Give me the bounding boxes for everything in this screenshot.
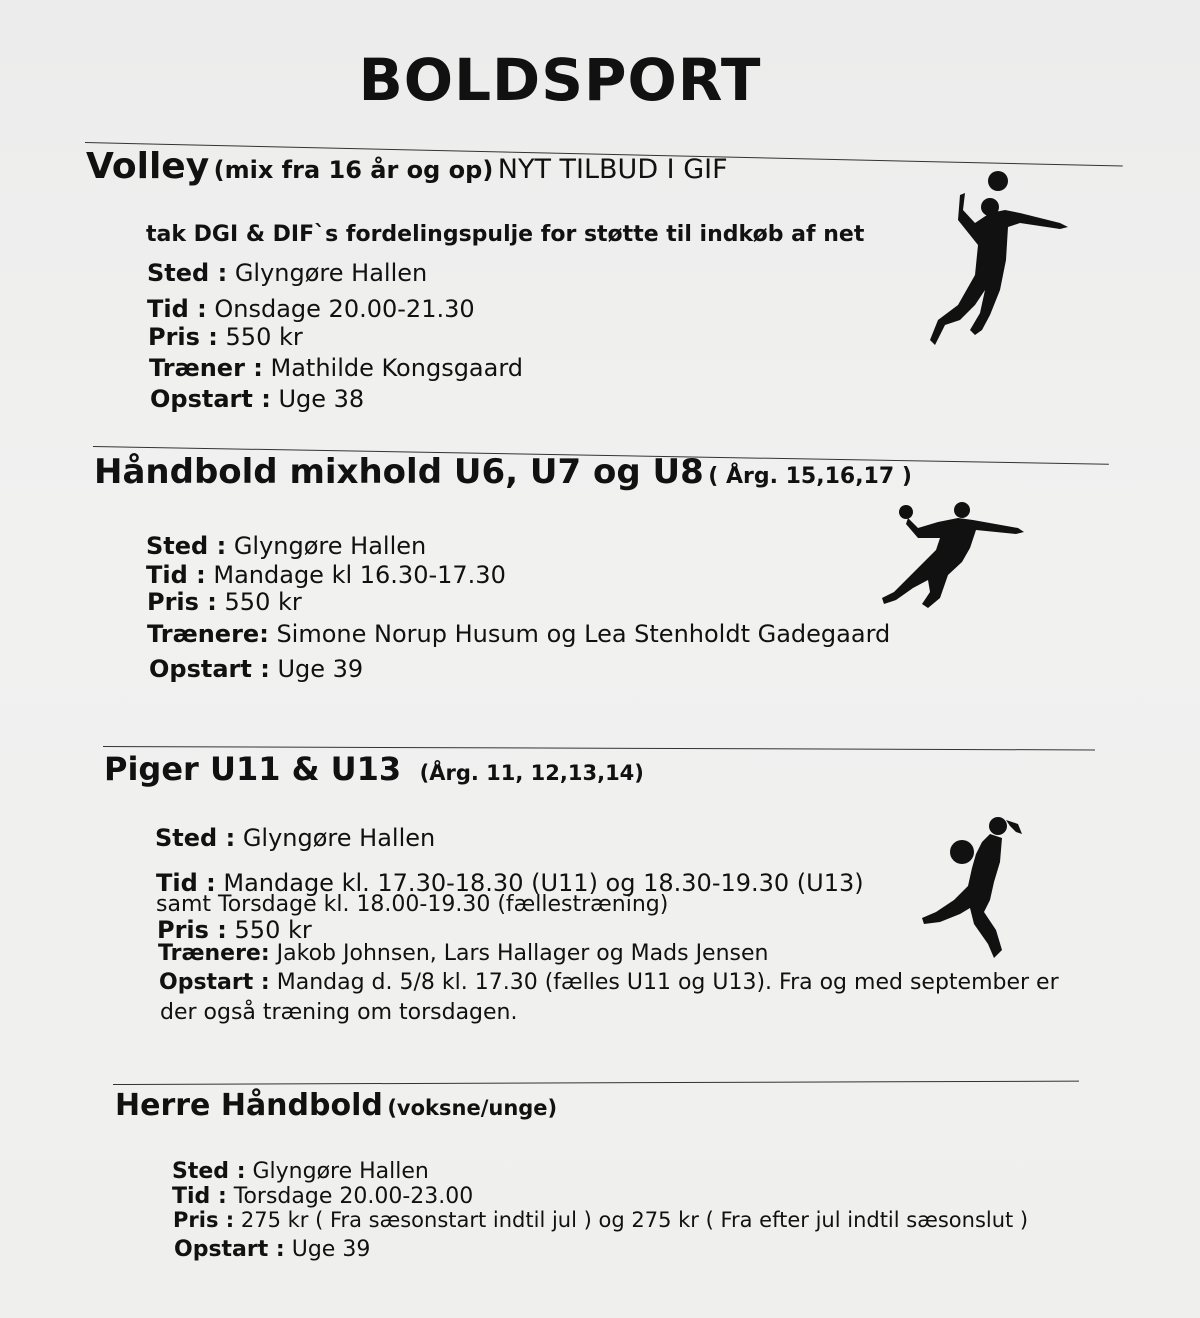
section-subtitle: (Årg. 11, 12,13,14) <box>419 761 644 785</box>
sted-value: Glyngøre Hallen <box>252 1159 429 1184</box>
section-extra: NYT TILBUD I GIF <box>497 154 728 185</box>
tid-value: Onsdage 20.00-21.30 <box>214 295 475 323</box>
section-note: tak DGI & DIF`s fordelingspulje for støtte til indkøb af net <box>146 222 865 247</box>
pris-label: Pris : <box>147 588 217 616</box>
opstart-row-continued <box>160 1000 518 1025</box>
section-title-volley <box>86 146 728 187</box>
page-title: BOLDSPORT <box>358 46 762 114</box>
tid-value-2: samt Torsdage kl. 18.00-19.30 (fællestræning) <box>156 892 669 917</box>
opstart-value-2: der også træning om torsdagen. <box>160 1000 518 1025</box>
tid-label: Tid : <box>147 295 207 323</box>
tid-value: Mandage kl 16.30-17.30 <box>213 561 506 589</box>
traener-label: Trænere: <box>147 620 269 648</box>
pris-row <box>147 588 302 616</box>
section-title-handbold-mixhold <box>94 452 912 492</box>
section-subtitle: ( Årg. 15,16,17 ) <box>708 464 912 489</box>
pris-value: 275 kr ( Fra sæsonstart indtil jul ) og 275 kr ( Fra efter jul indtil sæsonslut ) <box>240 1208 1029 1232</box>
pris-row <box>148 323 303 351</box>
traener-row <box>149 354 523 382</box>
section-divider <box>113 1081 1079 1085</box>
sted-row <box>146 532 426 560</box>
opstart-row <box>149 655 363 683</box>
opstart-label: Opstart : <box>150 385 271 413</box>
traener-label: Trænere: <box>158 941 270 966</box>
handball-player-icon <box>878 500 1028 612</box>
section-subtitle: (voksne/unge) <box>387 1096 558 1120</box>
tid-row <box>146 561 506 589</box>
sted-value: Glyngøre Hallen <box>233 532 427 560</box>
section-title-piger <box>104 750 644 788</box>
sted-row <box>155 824 435 852</box>
section-title-herre-handbold <box>115 1088 557 1123</box>
tid-label: Tid : <box>172 1184 227 1209</box>
opstart-row <box>150 385 364 413</box>
opstart-label: Opstart : <box>159 970 270 995</box>
tid-value: Mandage kl. 17.30-18.30 (U11) og 18.30-19.30 (U13) <box>223 869 864 897</box>
traener-value: Mathilde Kongsgaard <box>270 354 524 382</box>
sted-row <box>172 1159 429 1184</box>
tid-row-continued <box>156 892 668 917</box>
pris-row <box>157 916 312 944</box>
tid-value: Torsdage 20.00-23.00 <box>233 1184 474 1209</box>
opstart-value: Uge 39 <box>277 655 364 683</box>
traener-label: Træner : <box>149 354 263 382</box>
pris-value: 550 kr <box>234 916 312 944</box>
opstart-label: Opstart : <box>174 1237 285 1262</box>
volleyball-player-icon <box>920 165 1080 355</box>
pris-row <box>173 1208 1028 1232</box>
section-heading: Piger U11 & U13 <box>104 750 402 788</box>
opstart-value: Uge 39 <box>291 1237 371 1262</box>
sted-label: Sted : <box>172 1159 246 1184</box>
traener-value: Jakob Johnsen, Lars Hallager og Mads Jensen <box>276 941 769 966</box>
pris-label: Pris : <box>173 1208 235 1232</box>
pris-value: 550 kr <box>224 588 302 616</box>
opstart-row <box>174 1237 370 1262</box>
opstart-label: Opstart : <box>149 655 270 683</box>
traener-value: Simone Norup Husum og Lea Stenholdt Gadegaard <box>276 620 891 648</box>
opstart-row <box>159 970 1059 995</box>
pris-label: Pris : <box>157 916 227 944</box>
sted-value: Glyngøre Hallen <box>234 259 428 287</box>
tid-row <box>172 1184 473 1209</box>
sted-label: Sted : <box>155 824 236 852</box>
section-heading: Herre Håndbold <box>115 1088 383 1123</box>
section-heading: Volley <box>86 146 210 187</box>
sted-label: Sted : <box>146 532 227 560</box>
section-subtitle: (mix fra 16 år og op) <box>213 156 494 184</box>
opstart-value: Uge 38 <box>278 385 365 413</box>
opstart-value: Mandag d. 5/8 kl. 17.30 (fælles U11 og U13). Fra og med september er <box>276 970 1059 995</box>
section-heading: Håndbold mixhold U6, U7 og U8 <box>94 452 704 492</box>
sted-value: Glyngøre Hallen <box>242 824 436 852</box>
traener-row <box>158 941 768 966</box>
pris-label: Pris : <box>148 323 218 351</box>
girl-handball-player-icon <box>920 812 1030 962</box>
tid-row <box>147 295 475 323</box>
tid-label: Tid : <box>156 869 216 897</box>
traener-row <box>147 620 890 648</box>
pris-value: 550 kr <box>225 323 303 351</box>
sted-label: Sted : <box>147 259 228 287</box>
sted-row <box>147 259 427 287</box>
tid-label: Tid : <box>146 561 206 589</box>
